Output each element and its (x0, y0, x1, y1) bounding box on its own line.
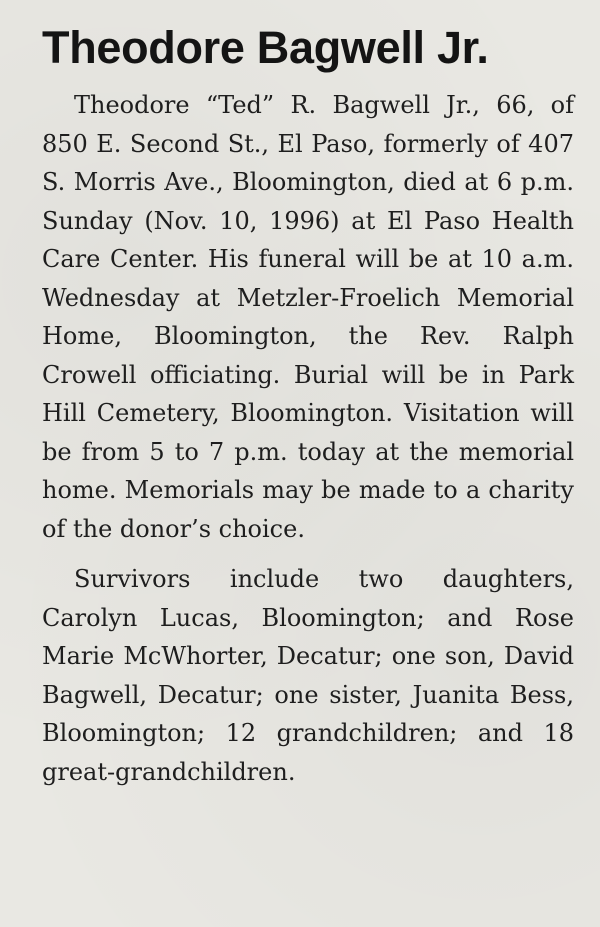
obituary-paragraph-survivors: Survivors include two daughters, Carolyn Lucas, Bloomington; and Rose Marie McWhorter, Decatur; one son, David Bagwell, Decatur; one sister, Juanita Bess, Bloomington; 12 grandchildren; and 18 great-grandchildren. (42, 565, 574, 786)
obituary-headline: Theodore Bagwell Jr. (42, 22, 489, 73)
obituary-paragraph-details: Theodore “Ted” R. Bagwell Jr., 66, of 850 E. Second St., El Paso, formerly of 407 S. Morris Ave., Bloomington, died at 6 p.m. Sunday (Nov. 10, 1996) at El Paso Health Care Center. His funeral will be at 10 a.m. Wednesday at Metzler-Froelich Memorial Home, Bloomington, the Rev. Ralph Crowell officiating. Burial will be in Park Hill Cemetery, Bloomington. Visitation will be from 5 to 7 p.m. today at the memorial home. Memorials may be made to a charity of the donor’s choice. (42, 91, 574, 543)
